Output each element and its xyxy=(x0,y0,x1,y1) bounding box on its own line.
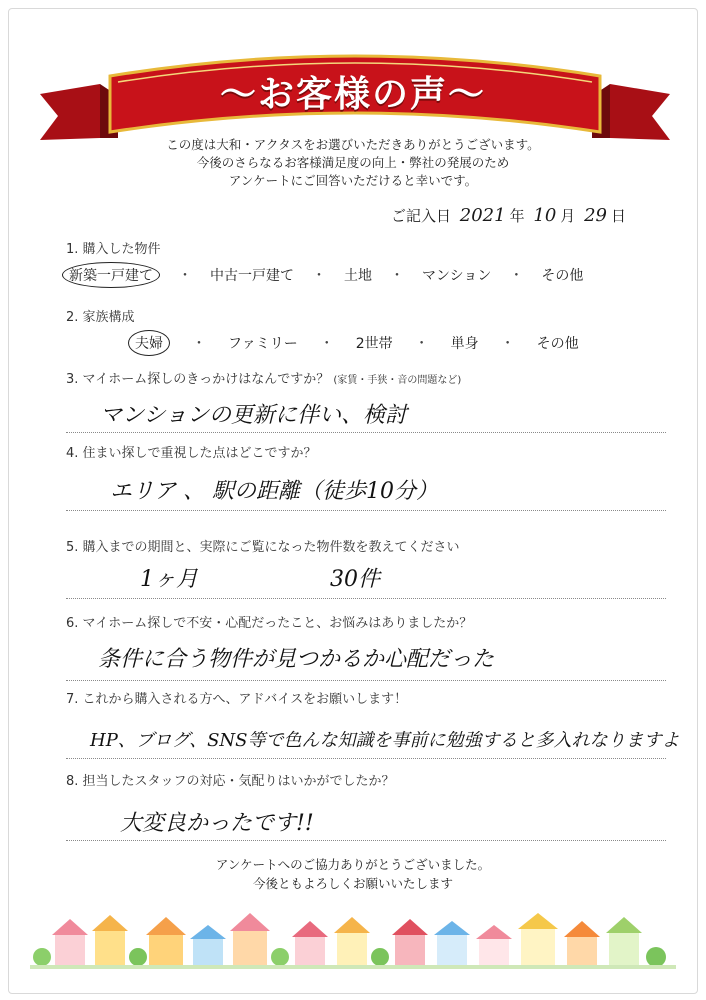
answer-line xyxy=(66,680,666,681)
question-5-label: 5. 購入までの期間と、実際にご覧になった物件数を教えてください xyxy=(66,540,460,555)
footer-text xyxy=(0,855,706,893)
page-title: 〜お客様の声〜 xyxy=(219,74,486,115)
question-6-label: 6. マイホーム探しで不安・心配だったこと、お悩みはありましたか？ xyxy=(66,616,473,631)
question-1-label: 1. 購入した物件 xyxy=(66,242,161,257)
question-2-label: 2. 家族構成 xyxy=(66,310,135,325)
question-2-options: 夫婦 ・ ファミリー ・ 2世帯 ・ 単身 ・ その他 xyxy=(128,330,579,356)
answer-7[interactable]: HP、ブログ、SNS等で色んな知識を事前に勉強すると多入れなりますよ xyxy=(90,730,680,751)
date-month[interactable]: 10 xyxy=(533,205,557,226)
question-4-label: 4. 住まい探しで重視した点はどこですか？ xyxy=(66,446,317,461)
intro-line: アンケートにご回答いただけると幸いです。 xyxy=(228,173,478,188)
date-row xyxy=(391,205,626,226)
option-mansion[interactable]: マンション xyxy=(422,268,492,284)
date-day-unit: 日 xyxy=(610,207,626,225)
option-other[interactable]: その他 xyxy=(536,336,579,352)
option-used-house[interactable]: 中古一戸建て xyxy=(210,268,294,284)
answer-5-period[interactable]: 1ヶ月 xyxy=(140,567,198,592)
option-land[interactable]: 土地 xyxy=(344,268,372,284)
footer-line: アンケートへのご協力ありがとうございました。 xyxy=(215,857,491,872)
answer-line xyxy=(66,432,666,433)
answer-line xyxy=(66,840,666,841)
option-family[interactable]: ファミリー xyxy=(228,336,298,352)
intro-line: 今後のさらなるお客様満足度の向上・弊社の発展のため xyxy=(196,155,510,170)
answer-8[interactable]: 大変良かったです!! xyxy=(120,811,314,836)
answer-4[interactable]: エリア 、 駅の距離（徒歩10分） xyxy=(110,479,438,504)
date-month-unit: 月 xyxy=(560,207,576,225)
question-3-label xyxy=(66,368,461,387)
answer-line xyxy=(66,758,666,759)
date-year-unit: 年 xyxy=(509,207,525,225)
option-couple[interactable]: 夫婦 xyxy=(128,330,170,356)
option-single[interactable]: 単身 xyxy=(450,336,479,352)
question-8-label: 8. 担当したスタッフの対応・気配りはいかがでしたか？ xyxy=(66,774,395,789)
footer-line: 今後ともよろしくお願いいたします xyxy=(252,876,453,891)
answer-line xyxy=(66,510,666,511)
option-two-generations[interactable]: 2世帯 xyxy=(355,336,393,352)
question-3-note: (家賃・手狭・音の問題など) xyxy=(333,375,462,386)
answer-6[interactable]: 条件に合う物件が見つかるか心配だった xyxy=(98,647,495,672)
houses-illustration xyxy=(30,905,676,975)
date-day[interactable]: 29 xyxy=(584,205,607,226)
answer-5-count[interactable]: 30件 xyxy=(330,567,380,592)
intro-line: この度は大和・アクタスをお選びいただきありがとうございます。 xyxy=(166,137,540,152)
question-1-options: 新築一戸建て ・ 中古一戸建て ・ 土地 ・ マンション ・ その他 xyxy=(62,262,583,288)
question-3-text: 3. マイホーム探しのきっかけはなんですか？ xyxy=(66,372,330,387)
question-7-label: 7. これから購入される方へ、アドバイスをお願いします！ xyxy=(66,692,408,707)
date-year[interactable]: 2021 xyxy=(459,205,506,226)
option-new-house[interactable]: 新築一戸建て xyxy=(62,262,160,288)
answer-line xyxy=(66,598,666,599)
intro-text xyxy=(0,136,706,190)
house-icon xyxy=(30,913,676,969)
date-label: ご記入日 xyxy=(390,207,451,225)
option-other[interactable]: その他 xyxy=(541,268,584,284)
answer-3[interactable]: マンションの更新に伴い、検討 xyxy=(100,403,408,428)
